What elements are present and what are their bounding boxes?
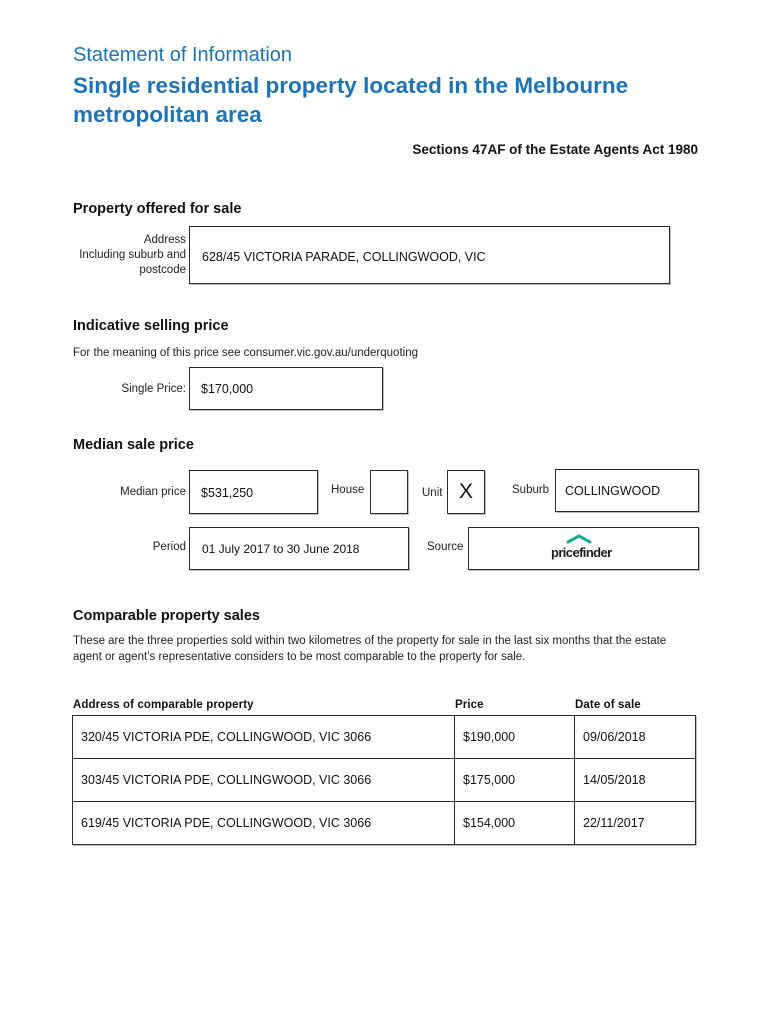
row-address: 320/45 VICTORIA PDE, COLLINGWOOD, VIC 3066	[73, 716, 455, 759]
property-heading: Property offered for sale	[73, 201, 242, 217]
period-field[interactable]	[189, 527, 409, 570]
row-date: 22/11/2017	[575, 802, 696, 845]
unit-label: Unit	[422, 487, 443, 499]
median-price-value: $531,250	[201, 486, 254, 500]
row-price: $175,000	[455, 759, 575, 802]
col-header-price: Price	[455, 699, 484, 711]
unit-mark: X	[458, 480, 473, 503]
act-reference: Sections 47AF of the Estate Agents Act 1980	[412, 142, 698, 157]
single-price-field[interactable]	[189, 367, 383, 410]
address-label-line: postcode	[139, 264, 186, 276]
single-price-label: Single Price:	[121, 383, 186, 395]
table-row	[73, 802, 696, 845]
document-subtitle: Single residential property located in the Melbourne metropolitan area	[73, 73, 629, 127]
pricefinder-wordmark: pricefinder	[551, 545, 612, 560]
suburb-field[interactable]	[555, 469, 699, 512]
row-price: $154,000	[455, 802, 575, 845]
period-value: 01 July 2017 to 30 June 2018	[202, 542, 360, 556]
table-row	[73, 759, 696, 802]
col-header-address: Address of comparable property	[73, 699, 254, 711]
comparable-sales-table	[72, 715, 696, 845]
single-price-value: $170,000	[201, 382, 254, 396]
address-label	[79, 233, 186, 278]
address-value: 628/45 VICTORIA PARADE, COLLINGWOOD, VIC	[202, 250, 486, 264]
row-address: 303/45 VICTORIA PDE, COLLINGWOOD, VIC 3066	[73, 759, 455, 802]
document-title: Statement of Information	[73, 44, 293, 66]
col-header-date: Date of sale	[575, 699, 641, 711]
row-date: 14/05/2018	[575, 759, 696, 802]
suburb-value: COLLINGWOOD	[565, 484, 661, 498]
address-label-line: Address	[143, 234, 186, 246]
address-label-line: Including suburb and	[79, 249, 186, 261]
row-price: $190,000	[455, 716, 575, 759]
pricefinder-logo-icon	[550, 534, 610, 544]
house-label: House	[331, 484, 365, 496]
period-label: Period	[152, 541, 186, 553]
underquoting-note: For the meaning of this price see consumer.vic.gov.au/underquoting	[73, 347, 418, 359]
source-field[interactable]	[468, 527, 699, 570]
row-date: 09/06/2018	[575, 716, 696, 759]
median-heading: Median sale price	[73, 437, 194, 453]
median-price-label: Median price	[120, 486, 186, 498]
comparable-heading: Comparable property sales	[73, 608, 260, 624]
row-address: 619/45 VICTORIA PDE, COLLINGWOOD, VIC 3066	[73, 802, 455, 845]
source-label: Source	[427, 541, 464, 553]
pricefinder-logo	[550, 534, 610, 564]
indicative-heading: Indicative selling price	[73, 318, 229, 334]
median-price-field[interactable]	[189, 470, 318, 514]
suburb-label: Suburb	[512, 484, 550, 496]
address-field[interactable]	[189, 226, 670, 284]
table-row	[73, 716, 696, 759]
house-checkbox[interactable]	[370, 470, 408, 514]
comparable-note: These are the three properties sold within two kilometres of the property for sale in the last six months that the estate agent or agent’s representative considers to be most comparable to the property for sale.	[73, 635, 667, 663]
unit-checkbox[interactable]	[447, 470, 485, 514]
